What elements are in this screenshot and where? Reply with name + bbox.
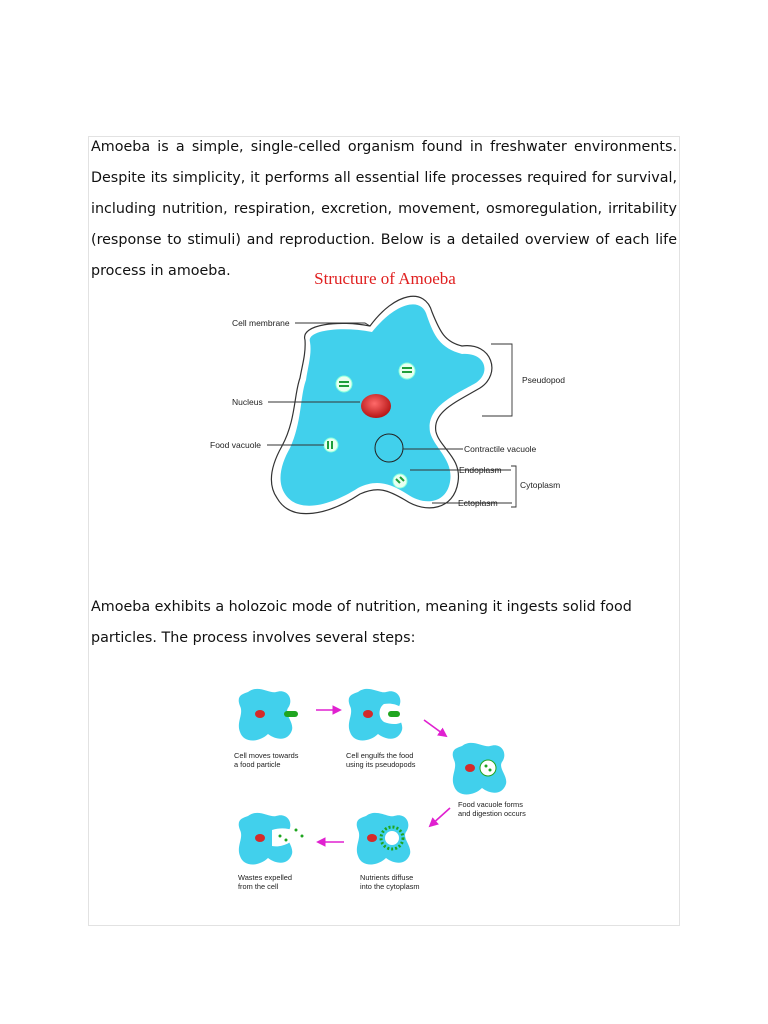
label-ectoplasm: Ectoplasm (458, 498, 498, 508)
nutrition-paragraph: Amoeba exhibits a holozoic mode of nutrition, meaning it ingests solid food particles. The process involves several steps: (91, 599, 632, 646)
label-endoplasm: Endoplasm (459, 465, 502, 475)
intro-paragraph: Amoeba is a simple, single-celled organism found in freshwater environments. Despite its simplicity, it performs all essential life processes required for survival, including nutrition, respiration, excretion, movement, osmoregulation, irritability (response to stimuli) and reproduction. Below is a detailed overview of each life process in amoeba. (91, 139, 677, 279)
step-5-cell (239, 813, 304, 865)
arrow-step-3-to-4 (430, 808, 450, 826)
step-1-cell (239, 689, 298, 741)
arrow-step-2-to-3 (424, 720, 446, 736)
label-cytoplasm: Cytoplasm (520, 480, 561, 490)
step-4-caption: Nutrients diffuse into the cytoplasm (360, 873, 420, 891)
structure-diagram (200, 262, 580, 532)
step-3-cell (453, 743, 507, 795)
label-contractile-vacuole: Contractile vacuole (464, 444, 537, 454)
step-3-caption: Food vacuole forms and digestion occurs (458, 800, 526, 818)
food-vacuole (336, 376, 352, 392)
label-nucleus: Nucleus (232, 397, 263, 407)
label-cell-membrane: Cell membrane (232, 318, 290, 328)
food-vacuole (399, 363, 415, 379)
step-4-cell (357, 813, 411, 865)
step-5-caption: Wastes expelled from the cell (238, 873, 292, 891)
food-vacuole (393, 474, 407, 488)
food-vacuole (324, 438, 338, 452)
step-2-cell (349, 689, 405, 741)
step-2-caption: Cell engulfs the food using its pseudopods (346, 751, 416, 769)
nucleus (361, 394, 391, 418)
step-1-caption: Cell moves towards a food particle (234, 751, 299, 769)
label-pseudopod: Pseudopod (522, 375, 566, 385)
nutrition-steps-diagram (224, 680, 544, 896)
structure-title: Structure of Amoeba (314, 269, 456, 288)
label-food-vacuole: Food vacuole (210, 440, 262, 450)
